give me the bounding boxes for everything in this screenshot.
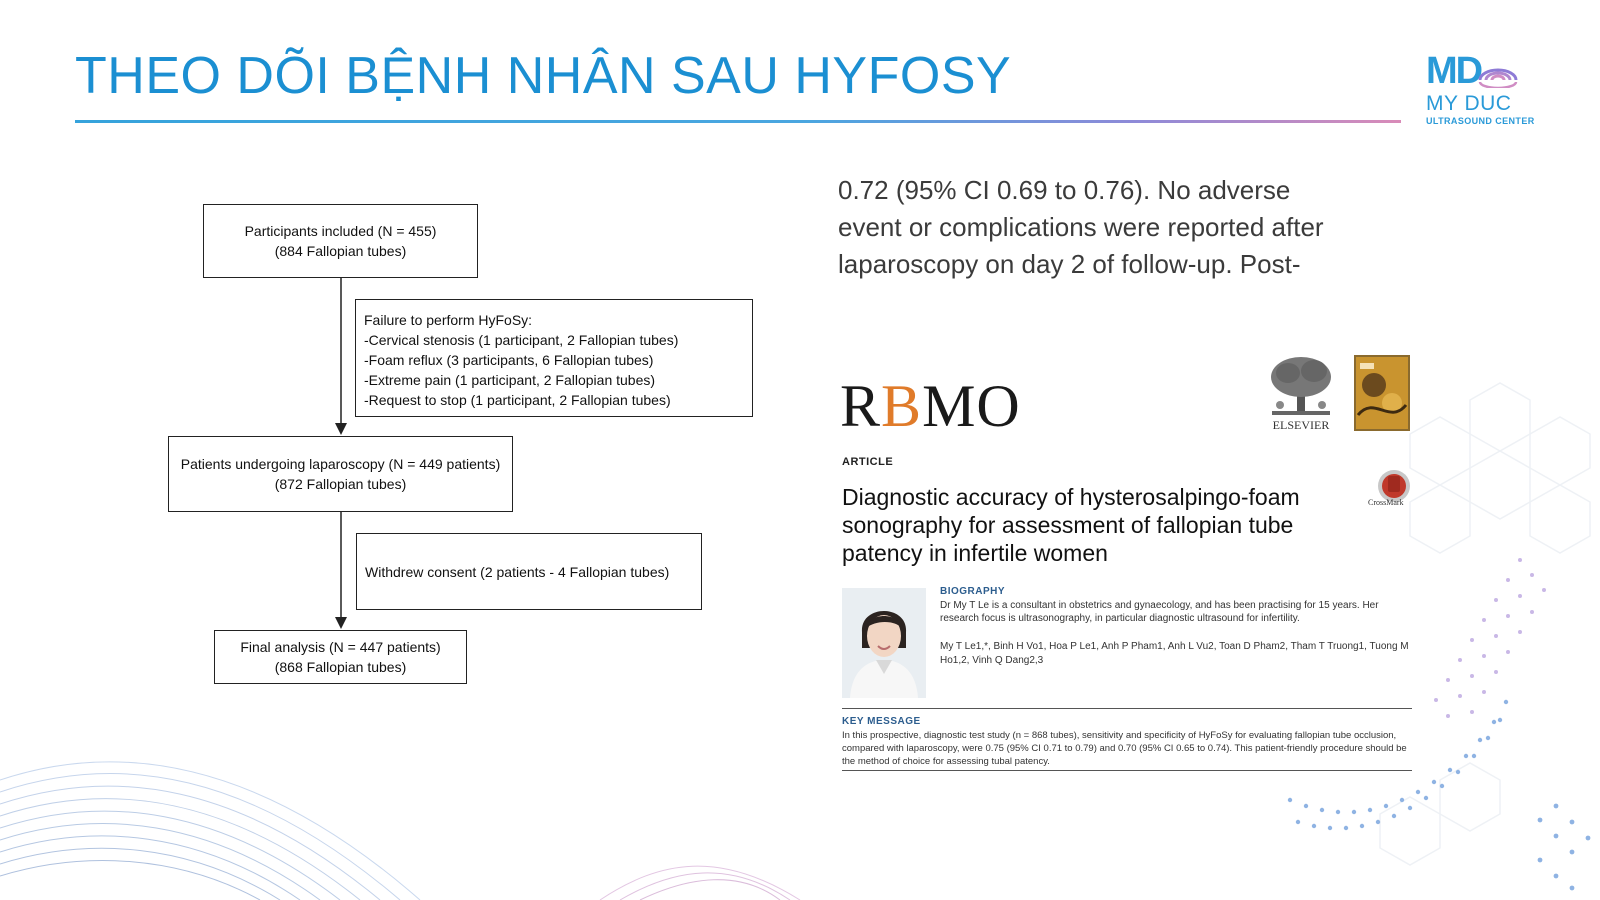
excerpt-line: event or complications were reported after <box>838 212 1324 242</box>
participants-count: Participants included (N = 455) <box>244 223 437 239</box>
biography-heading: BIOGRAPHY <box>940 586 1006 597</box>
slide-title: THEO DÕI BỆNH NHÂN SAU HYFOSY <box>75 47 1012 105</box>
author-photo <box>842 588 926 698</box>
final-tubes: (868 Fallopian tubes) <box>274 659 407 675</box>
article-label: ARTICLE <box>842 456 894 468</box>
key-message-top-rule <box>842 708 1412 709</box>
journal-cover-image <box>1354 355 1410 431</box>
publisher-name: ELSEVIER <box>1272 418 1330 432</box>
excerpt-line: laparoscopy on day 2 of follow-up. Post- <box>838 249 1301 279</box>
author-list: My T Le1,*, Binh H Vo1, Hoa P Le1, Anh P Pham1, Anh L Vu2, Toan D Pham2, Tham T Truong1, Tuong M Ho1,2, Vinh Q Dang2,3 <box>940 641 1409 666</box>
logo-name: MY DUC <box>1426 92 1512 115</box>
withdrew-text: Withdrew consent (2 patients - 4 Fallopian tubes) <box>365 563 670 580</box>
final-count: Final analysis (N = 447 patients) <box>240 639 441 655</box>
journal-logo <box>840 372 1021 441</box>
key-message-heading: KEY MESSAGE <box>842 716 921 727</box>
excerpt-line: 0.72 (95% CI 0.69 to 0.76). No adverse <box>838 175 1291 205</box>
logo-mark: MD <box>1426 50 1482 92</box>
participants-box <box>203 204 478 278</box>
journal-logo-mo: MO <box>922 373 1021 439</box>
laparoscopy-tubes: (872 Fallopian tubes) <box>274 476 407 492</box>
failure-item: -Extreme pain (1 participant, 2 Fallopian tubes) <box>364 372 656 388</box>
failure-item: -Cervical stenosis (1 participant, 2 Fallopian tubes) <box>364 332 679 348</box>
journal-logo-r: R <box>840 373 882 439</box>
key-message-bottom-rule <box>842 770 1412 771</box>
crossmark-label: CrossMark <box>1368 498 1404 507</box>
biography-text: Dr My T Le is a consultant in obstetrics and gynaecology, and has been practising for 15 years. Her research focus is ultrasonography, in particular diagnostic ultrasound for infertility. <box>940 600 1379 624</box>
failure-heading: Failure to perform HyFoSy: <box>364 312 533 328</box>
laparoscopy-box <box>168 436 513 512</box>
final-analysis-box <box>214 630 467 684</box>
paper-title: Diagnostic accuracy of hysterosalpingo-foam sonography for assessment of fallopian tube patency in infertile women <box>842 484 1300 566</box>
failure-item: -Request to stop (1 participant, 2 Fallopian tubes) <box>364 392 671 408</box>
failure-item: -Foam reflux (3 participants, 6 Fallopian tubes) <box>364 352 654 368</box>
logo-subtitle: ULTRASOUND CENTER <box>1426 116 1535 126</box>
failure-box <box>355 299 753 417</box>
participants-tubes: (884 Fallopian tubes) <box>274 243 407 259</box>
key-message-text: In this prospective, diagnostic test study (n = 868 tubes), sensitivity and specificity of HyFoSy for evaluating fallopian tube occlusion, compared with laparoscopy, were 0.75 (95% CI 0.71 to 0.79) and 0.70 (95% CI 0.65 to 0.74). This patient-friendly procedure should be the method of choice for assessing tubal patency. <box>842 730 1407 767</box>
journal-logo-b: B <box>881 373 923 439</box>
paper-excerpt <box>838 172 1324 283</box>
withdrew-box <box>356 533 702 610</box>
laparoscopy-count: Patients undergoing laparoscopy (N = 449 patients) <box>180 456 501 472</box>
